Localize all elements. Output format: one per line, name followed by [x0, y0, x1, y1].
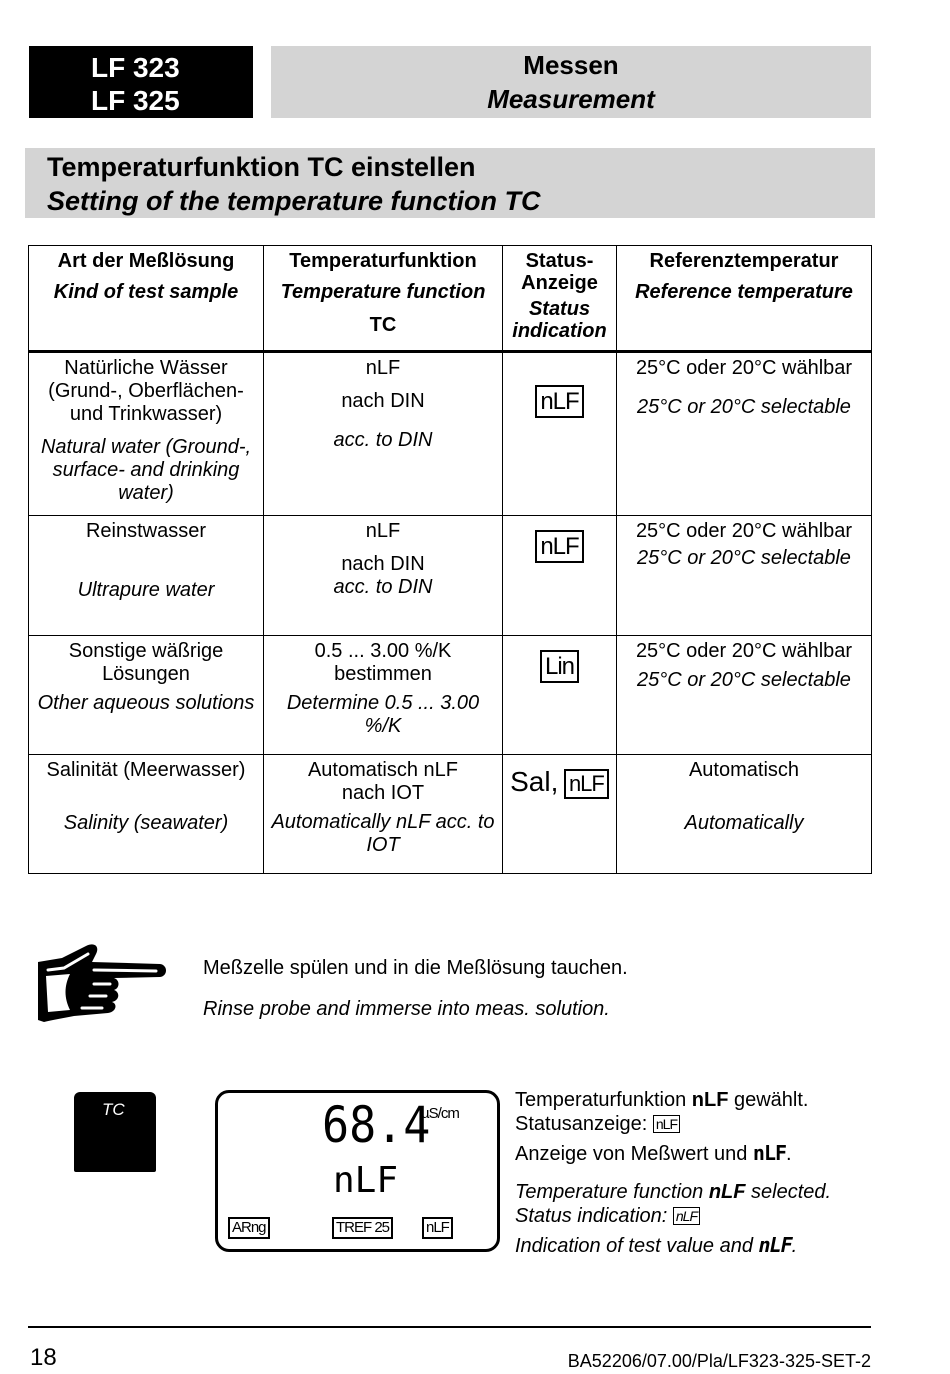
topic-title-en: Setting of the temperature function TC: [47, 186, 541, 216]
reference-cell: 25°C oder 20°C wählbar 25°C or 20°C selectable: [617, 516, 872, 635]
model-line-2: LF 325: [91, 85, 180, 116]
section-heading: [271, 46, 871, 118]
table-header-row: [29, 246, 872, 352]
pointing-hand-icon: [34, 940, 168, 1026]
section-title-de: Messen: [523, 50, 619, 80]
footer-divider: [28, 1326, 871, 1328]
desc-en-line-1: Temperature function nLF selected.: [515, 1181, 832, 1203]
desc-de-line-2: Statusanzeige: nLF: [515, 1112, 680, 1136]
tc-key-label: TC: [102, 1100, 125, 1119]
status-cell: [503, 635, 617, 754]
sample-cell: Natürliche Wässer (Grund-, Oberflächen- und Trinkwasser) Natural water (Ground-, surface- and drinking water): [29, 352, 264, 516]
reference-cell: 25°C oder 20°C wählbar 25°C or 20°C selectable: [617, 352, 872, 516]
tc-key-button[interactable]: [74, 1092, 156, 1172]
header-status: Status- Anzeige Status indication: [503, 246, 617, 352]
section-title-en: Measurement: [487, 84, 655, 114]
function-cell: Automatisch nLF nach IOT Automatically nLF acc. to IOT: [264, 754, 503, 873]
lcd-tag-tref: TREF 25: [332, 1217, 393, 1239]
model-label: [29, 46, 253, 118]
status-display-nlf: nLF: [535, 385, 583, 418]
header-sample: Art der Meßlösung Kind of test sample: [29, 246, 264, 352]
topic-heading: [25, 148, 875, 218]
header-reference: Referenztemperatur Reference temperature: [617, 246, 872, 352]
status-display-lin: Lin: [540, 650, 579, 683]
lcd-display: [215, 1090, 500, 1252]
lcd-tag-status: nLF: [422, 1217, 453, 1239]
topic-title-de: Temperaturfunktion TC einstellen: [47, 152, 476, 182]
table-row: [29, 516, 872, 635]
status-cell: [503, 516, 617, 635]
desc-en-line-2: Status indication: nLF: [515, 1204, 700, 1228]
status-box-nlf: nLF: [653, 1115, 680, 1133]
table-row: [29, 754, 872, 873]
sample-cell: Salinität (Meerwasser) Salinity (seawater): [29, 754, 264, 873]
status-box-nlf: nLF: [673, 1207, 700, 1225]
header-function: Temperaturfunktion Temperature function TC: [264, 246, 503, 352]
document-code: BA52206/07.00/Pla/LF323-325-SET-2: [567, 1351, 871, 1371]
temperature-function-table: [28, 245, 872, 874]
instruction-en: Rinse probe and immerse into meas. solution.: [203, 998, 610, 1020]
status-display-nlf: nLF: [535, 530, 583, 563]
sample-cell: Reinstwasser Ultrapure water: [29, 516, 264, 635]
instruction-de: Meßzelle spülen und in die Meßlösung tauchen.: [203, 957, 628, 979]
lcd-measured-value: 68.4: [322, 1096, 431, 1154]
lcd-tag-arng: ARng: [228, 1217, 270, 1239]
lcd-unit: µS/cm: [421, 1105, 459, 1122]
desc-en-line-3: Indication of test value and nLF.: [515, 1233, 798, 1257]
lcd-mode-text: nLF: [333, 1160, 399, 1201]
reference-cell: Automatisch Automatically: [617, 754, 872, 873]
status-cell: [503, 352, 617, 516]
model-line-1: LF 323: [91, 52, 180, 83]
page-number: 18: [30, 1344, 57, 1371]
desc-de-line-3: Anzeige von Meßwert und nLF.: [515, 1141, 792, 1165]
status-cell: [503, 754, 617, 873]
reference-cell: 25°C oder 20°C wählbar 25°C or 20°C selectable: [617, 635, 872, 754]
status-prefix: Sal,: [510, 765, 559, 797]
table-row: [29, 635, 872, 754]
function-cell: 0.5 ... 3.00 %/K bestimmen Determine 0.5 ... 3.00 %/K: [264, 635, 503, 754]
function-cell: nLF nach DIN acc. to DIN: [264, 516, 503, 635]
table-row: [29, 352, 872, 516]
desc-de-line-1: Temperaturfunktion nLF gewählt.: [515, 1089, 809, 1111]
function-cell: nLF nach DIN acc. to DIN: [264, 352, 503, 516]
sample-cell: Sonstige wäßrige Lösungen Other aqueous solutions: [29, 635, 264, 754]
status-display-nlf: nLF: [564, 769, 609, 799]
